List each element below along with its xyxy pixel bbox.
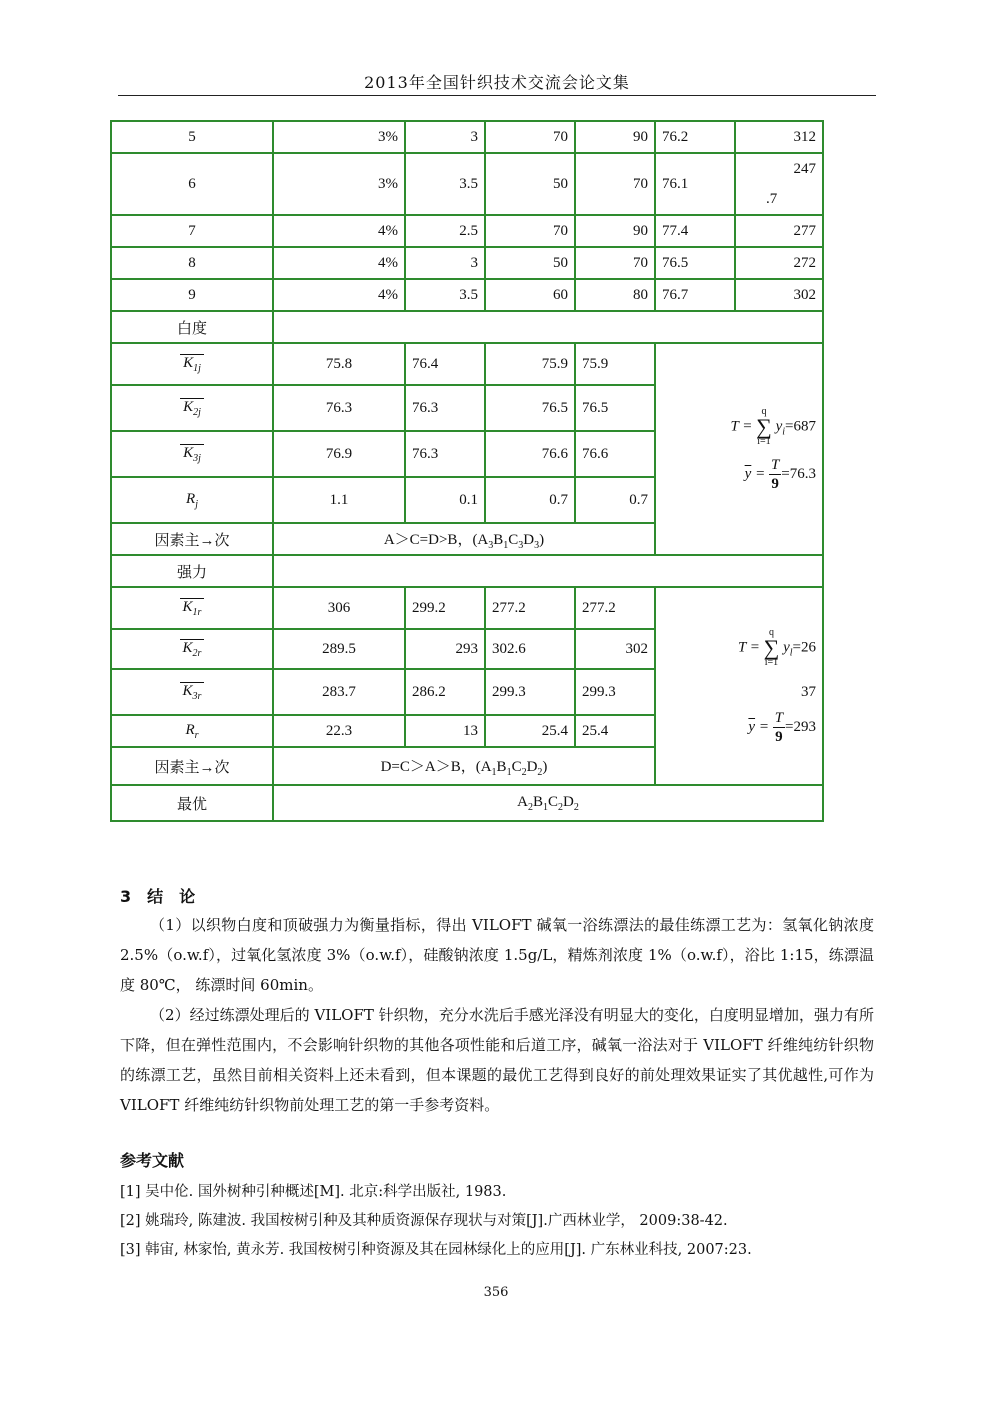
cell: 299.2	[405, 587, 485, 629]
k3-label: $K_{3j}$	[111, 431, 273, 477]
ybar-value: =76.3	[781, 465, 816, 482]
cell: 50	[485, 247, 575, 279]
table-row	[111, 343, 823, 385]
table-row	[111, 215, 823, 247]
order-label: 因素主→次	[111, 747, 273, 785]
cell: 3	[405, 247, 485, 279]
cell: 302	[735, 279, 823, 311]
cell: 76.6	[485, 431, 575, 477]
cell: 70	[485, 121, 575, 153]
cell: 4%	[273, 279, 405, 311]
best-label: 最优	[111, 785, 273, 821]
cell: 76.1	[655, 153, 735, 215]
cell: 0.7	[485, 477, 575, 523]
cell: 50	[485, 153, 575, 215]
cell: 76.5	[575, 385, 655, 431]
whiteness-order: A＞C=D>B，$(A_3B_1C_3D_3)$	[273, 523, 655, 555]
cell: 75.9	[485, 343, 575, 385]
whiteness-label: 白度	[111, 311, 273, 343]
t-value: =26	[792, 638, 816, 655]
cell: 277.2	[575, 587, 655, 629]
cell: 13	[405, 715, 485, 747]
cell: 4%	[273, 215, 405, 247]
empty-cell	[273, 311, 823, 343]
cell: 289.5	[273, 629, 405, 669]
k2-label: $K_{2j}$	[111, 385, 273, 431]
cell: 70	[575, 247, 655, 279]
row-no: 7	[111, 215, 273, 247]
cell: 4%	[273, 247, 405, 279]
ybar-value: =293	[785, 718, 816, 735]
cell: 75.9	[575, 343, 655, 385]
table-row	[111, 785, 823, 821]
cell: 299.3	[575, 669, 655, 715]
cell: 76.5	[655, 247, 735, 279]
cell: 25.4	[575, 715, 655, 747]
section-heading: 3 结 论	[120, 887, 196, 906]
k2-label: $K_{2r}$	[111, 629, 273, 669]
cell: 70	[575, 153, 655, 215]
empty-cell	[273, 555, 823, 587]
t-sum-formula: T = q ∑ i=1 $y_l=26$	[737, 626, 816, 668]
references-heading: 参考文献	[120, 1151, 185, 1170]
cell: 76.6	[575, 431, 655, 477]
cell: 312	[735, 121, 823, 153]
cell: 76.3	[405, 385, 485, 431]
cell: 299.3	[485, 669, 575, 715]
cell: 75.8	[273, 343, 405, 385]
cell: 0.7	[575, 477, 655, 523]
cell: 2.5	[405, 215, 485, 247]
cell: 302	[575, 629, 655, 669]
cell: 302.6	[485, 629, 575, 669]
reference-item: [3] 韩宙, 林家怡, 黄永芳. 我国桉树引种资源及其在园林绿化上的应用[J]. 广东林业科技, 2007:23.	[120, 1242, 752, 1258]
cell: 76.7	[655, 279, 735, 311]
cell-line: 247	[793, 161, 816, 177]
cell-line: .7	[766, 191, 778, 207]
cell: 272	[735, 247, 823, 279]
cell: 80	[575, 279, 655, 311]
strength-formula	[655, 587, 823, 785]
running-header: 2013年全国针织技术交流会论文集	[364, 73, 630, 92]
cell: 22.3	[273, 715, 405, 747]
cell: 76.9	[273, 431, 405, 477]
cell: 76.5	[485, 385, 575, 431]
cell: 277	[735, 215, 823, 247]
k1-label: $K_{1j}$	[111, 343, 273, 385]
orthogonal-results-table	[110, 120, 824, 822]
cell: 76.2	[655, 121, 735, 153]
table-row	[111, 121, 823, 153]
paragraph-1: （1）以织物白度和顶破强力为衡量指标，得出 VILOFT 碱氧一浴练漂法的最佳练漂工艺为：氢氧化钠浓度 2.5%（o.w.f），过氧化氢浓度 3%（o.w.f），硅酸钠浓度 1.5g/L，精炼剂浓度 1%（o.w.f），浴比 1:15，练漂温度 80℃， 练漂时间 60min。	[120, 916, 874, 994]
t-value: =687	[785, 417, 816, 434]
order-label: 因素主→次	[111, 523, 273, 555]
row-no: 8	[111, 247, 273, 279]
cell: 283.7	[273, 669, 405, 715]
cell: 70	[485, 215, 575, 247]
cell: 0.1	[405, 477, 485, 523]
r-label: $R_r$	[111, 715, 273, 747]
reference-item: [1] 吴中伦. 国外树种引种概述[M]. 北京:科学出版社, 1983.	[120, 1184, 507, 1200]
table-row	[111, 247, 823, 279]
row-no: 9	[111, 279, 273, 311]
cell: 25.4	[485, 715, 575, 747]
section-row-strength	[111, 555, 823, 587]
k1-label: $K_{1r}$	[111, 587, 273, 629]
cell: 76.3	[273, 385, 405, 431]
page-number: 356	[483, 1285, 509, 1300]
table-row	[111, 587, 823, 629]
best-combination: $A_2B_1C_2D_2$	[273, 785, 823, 821]
cell: 60	[485, 279, 575, 311]
cell: 3	[405, 121, 485, 153]
t-value-continued: 37	[801, 683, 816, 700]
cell: 293	[405, 629, 485, 669]
cell: 90	[575, 215, 655, 247]
k3-label: $K_{3r}$	[111, 669, 273, 715]
reference-item: [2] 姚瑞玲, 陈建波. 我国桉树引种及其种质资源保存现状与对策[J].广西林业学， 2009:38-42.	[120, 1213, 728, 1229]
strength-order: D=C＞A＞B，$(A_1B_1C_2D_2)$	[273, 747, 655, 785]
cell: 277.2	[485, 587, 575, 629]
cell	[735, 153, 823, 215]
t-sum-formula: T = q ∑ i=1 $y_i=687$	[730, 405, 816, 447]
cell: 1.1	[273, 477, 405, 523]
row-no: 6	[111, 153, 273, 215]
cell: 3%	[273, 153, 405, 215]
cell: 286.2	[405, 669, 485, 715]
table-row	[111, 279, 823, 311]
ybar-formula: $\overline{y}$ = $\frac{T}{9}$ =293	[748, 709, 816, 745]
cell: 306	[273, 587, 405, 629]
cell: 77.4	[655, 215, 735, 247]
paragraph-2: （2）经过练漂处理后的 VILOFT 针织物，充分水洗后手感光泽没有明显大的变化，白度明显增加，强力有所下降，但在弹性范围内，不会影响针织物的其他各项性能和后道工序，碱氧一浴法对于 VILOFT 纤维纯纺针织物的练漂工艺，虽然目前相关资料上还未看到，但本课题的最优工艺得到良好的前处理效果证实了其优越性,可作为 VILOFT 纤维纯纺针织物前处理工艺的第一手参考资料。	[120, 1006, 874, 1114]
cell: 76.4	[405, 343, 485, 385]
cell: 90	[575, 121, 655, 153]
cell: 3%	[273, 121, 405, 153]
row-no: 5	[111, 121, 273, 153]
cell: 3.5	[405, 153, 485, 215]
cell: 76.3	[405, 431, 485, 477]
cell: 3.5	[405, 279, 485, 311]
whiteness-formula	[655, 343, 823, 555]
header-rule	[118, 95, 876, 96]
r-label: $R_j$	[111, 477, 273, 523]
table-row	[111, 153, 823, 215]
strength-label: 强力	[111, 555, 273, 587]
section-row-whiteness	[111, 311, 823, 343]
ybar-formula: $\overline{y}$ = $\frac{T}{9}$ =76.3	[744, 456, 816, 492]
